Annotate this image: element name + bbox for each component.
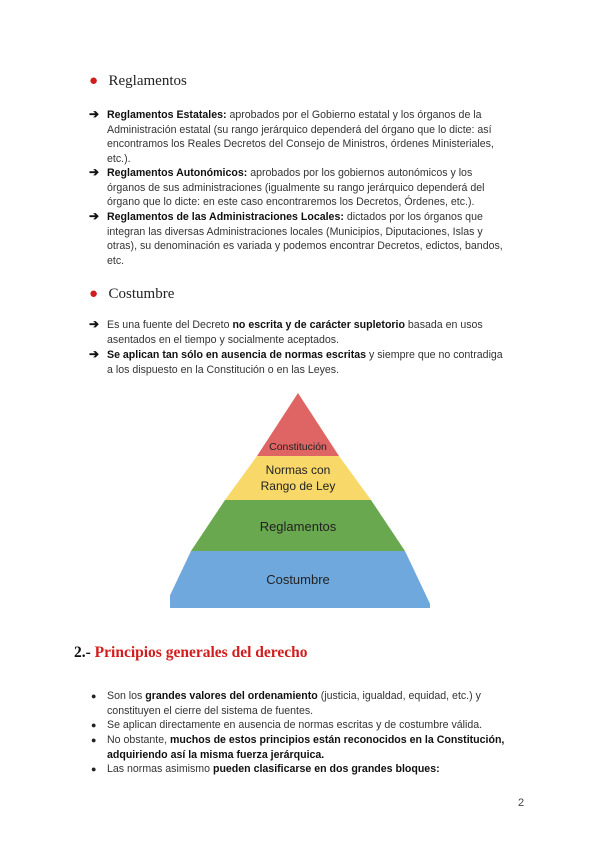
reglamentos-estatales: Reglamentos Estatales: aprobados por el Gobierno estatal y los órganos de la Administración estatal (su rango jerárquico dependerá del órgano que lo dicte: así encontramos los Reales Decretos del Consejo de Ministros, órdenes Ministeriales, etc.). (107, 109, 494, 165)
reglamentos-autonomicos: Reglamentos Autonómicos: aprobados por los gobiernos autonómicos y los órganos de sus administraciones (igualmente su rango jerárquico dependerá del órgano que lo dicte: en este caso encontraremos los Decretos, Órdenes, etc.). (107, 167, 485, 208)
pyramid-label-costumbre: Costumbre (266, 572, 330, 587)
pyramid-label-rango: Rango de Ley (260, 479, 336, 493)
pyramid-label-reglamentos: Reglamentos (259, 519, 337, 534)
arrow-icon: ➔ (89, 317, 100, 331)
red-bullet-icon: ● (89, 72, 99, 89)
pyramid-label-constitucion: Constitución (269, 441, 327, 453)
arrow-icon: ➔ (89, 107, 100, 121)
costumbre-item-2: Se aplican tan sólo en ausencia de normas escritas y siempre que no contradiga a los dispuesto en la Constitución o en las Leyes. (107, 349, 503, 376)
costumbre-heading: ● Costumbre (89, 285, 175, 302)
page-number: 2 (518, 797, 525, 809)
principios-bullet-1: Son los grandes valores del ordenamiento (justicia, igualdad, equidad, etc.) y constituyen el cierre del sistema de fuentes. (107, 690, 481, 717)
arrow-icon: ➔ (89, 165, 100, 179)
arrow-icon: ➔ (89, 347, 100, 361)
reglamentos-locales: Reglamentos de las Administraciones Locales: dictados por los órganos que integran las diversas Administraciones locales (Municipios, Diputaciones, Islas y otras), su denominación es variada y podemos encontrar Decretos, edictos, bandos, etc. (107, 211, 503, 267)
principios-bullet-2: Se aplican directamente en ausencia de normas escritas y de costumbre válida. (107, 719, 483, 731)
red-bullet-icon: ● (89, 285, 99, 302)
bullet-icon: ● (91, 720, 97, 730)
section-2-heading: 2.- Principios generales del derecho (74, 644, 308, 661)
bullet-icon: ● (91, 764, 97, 774)
reglamentos-heading: ● Reglamentos (89, 72, 187, 89)
principios-bullet-4: Las normas asimismo pueden clasificarse en dos grandes bloques: (107, 763, 440, 775)
principios-bullet-3: No obstante, muchos de estos principios están reconocidos en la Constitución, adquiriendo así la misma fuerza jerárquica. (107, 734, 505, 761)
bullet-icon: ● (91, 691, 97, 701)
bullet-icon: ● (91, 735, 97, 745)
arrow-icon: ➔ (89, 209, 100, 223)
pyramid-label-normas: Normas con (265, 463, 331, 477)
costumbre-item-1: Es una fuente del Decreto no escrita y de carácter supletorio basada en usos asentados en el tiempo y socialmente aceptados. (107, 319, 483, 346)
hierarchy-pyramid (170, 390, 430, 610)
